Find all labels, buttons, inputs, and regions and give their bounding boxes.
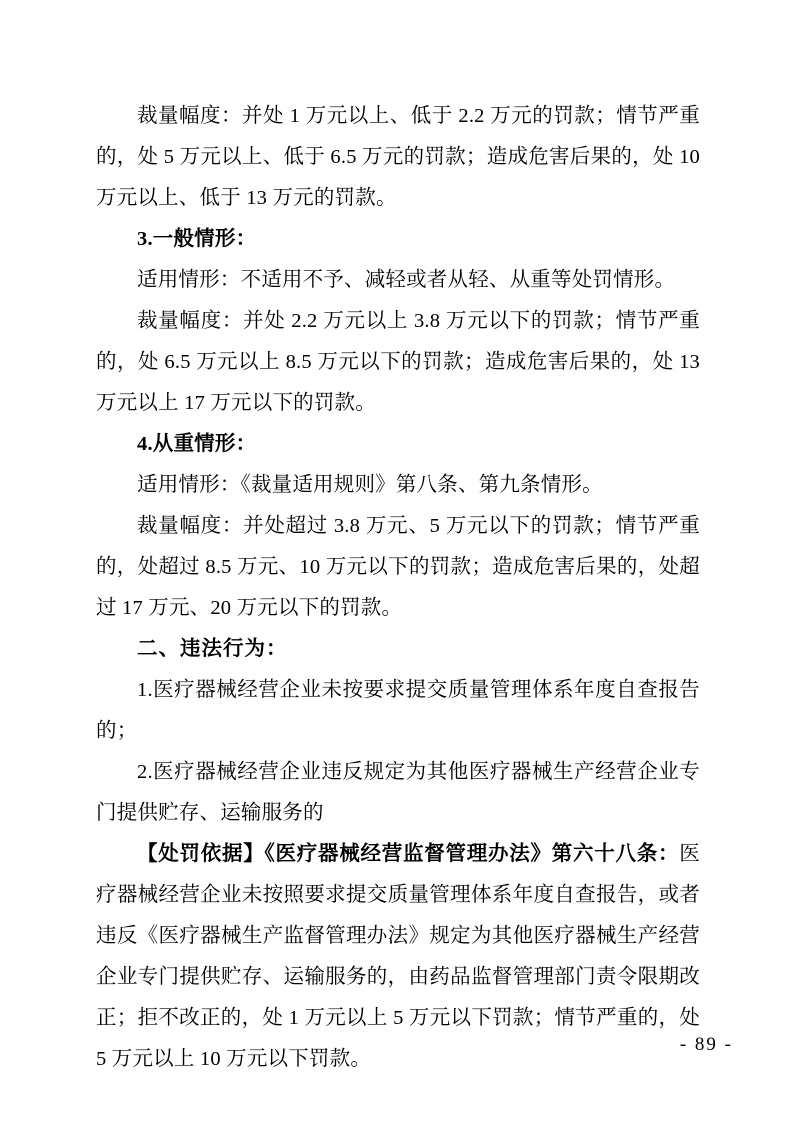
document-body xyxy=(96,96,700,1080)
paragraph-applicable-case-general: 适用情形：不适用不予、减轻或者从轻、从重等处罚情形。 xyxy=(137,269,676,291)
penalty-basis-text: 医疗器械经营企业未按照要求提交质量管理体系年度自查报告，或者违反《医疗器械生产监督管理办法》规定为其他医疗器械生产经营企业专门提供贮存、运输服务的，由药品监督管理部门责令限期改正；拒不改正的，处 1 万元以上 5 万元以下罚款；情节严重的，处 5 万元以上 10 万元以下罚款。 xyxy=(96,843,700,1070)
paragraph-discretion-range-3: 裁量幅度：并处超过 3.8 万元、5 万元以下的罚款；情节严重的，处超过 8.5 万元、10 万元以下的罚款；造成危害后果的，处超过 17 万元、20 万元以下的罚款。 xyxy=(96,515,700,619)
heading-section-two-violation: 二、违法行为： xyxy=(137,638,288,660)
page-number: - 89 - xyxy=(679,1034,733,1055)
paragraph-applicable-case-aggravated: 适用情形：《裁量适用规则》第八条、第九条情形。 xyxy=(137,474,603,496)
paragraph-discretion-range-2: 裁量幅度：并处 2.2 万元以上 3.8 万元以下的罚款；情节严重的，处 6.5 万元以上 8.5 万元以下的罚款；造成危害后果的，处 13 万元以上 17 万元以下的罚款。 xyxy=(96,310,700,414)
paragraph-violation-item-2: 2.医疗器械经营企业违反规定为其他医疗器械生产经营企业专门提供贮存、运输服务的 xyxy=(96,761,700,824)
penalty-basis-label: 【处罚依据】《医疗器械经营监督管理办法》第六十八条： xyxy=(137,843,680,865)
heading-general-case: 3.一般情形： xyxy=(137,228,257,250)
heading-aggravated-case: 4.从重情形： xyxy=(137,433,257,455)
paragraph-discretion-range-1: 裁量幅度：并处 1 万元以上、低于 2.2 万元的罚款；情节严重的，处 5 万元以上、低于 6.5 万元的罚款；造成危害后果的，处 10 万元以上、低于 13 万元的罚款。 xyxy=(96,105,700,209)
paragraph-violation-item-1: 1.医疗器械经营企业未按要求提交质量管理体系年度自查报告的； xyxy=(96,679,700,742)
